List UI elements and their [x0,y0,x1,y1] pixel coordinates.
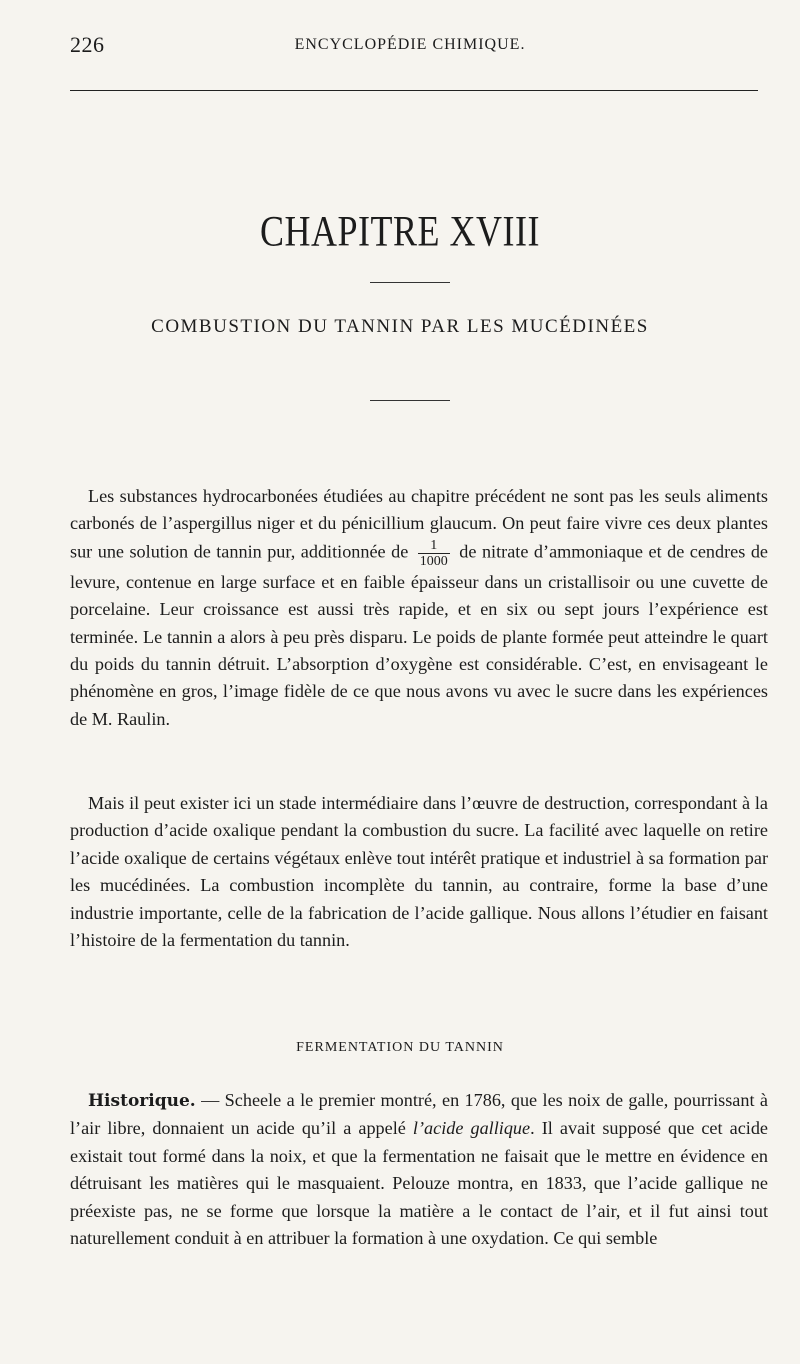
chapter-title: CHAPITRE XVIII [260,207,540,255]
running-title: ENCYCLOPÉDIE CHIMIQUE. [294,36,526,53]
chapter-subtitle: COMBUSTION DU TANNIN PAR LES MUCÉDINÉES [151,316,649,337]
header-rule [70,90,758,91]
paragraph-3-text-b: . Il avait supposé que cet acide existait tout formé dans la noix, et que la fermentation ne faisait que le mettre en évidence en détruisant les matières qui le masquaient. Pelouze montra, en 1833, que l’acide gallique ne préexiste pas, ne se forme que lorsque la matière a le contact de l’air, et il fut ainsi tout naturellement conduit à en attribuer la formation à une oxydation. Ce qui semble [70,1118,768,1249]
paragraph-2-text: Mais il peut exister ici un stade intermédiaire dans l’œuvre de destruction, correspondant à la production d’acide oxalique pendant la combustion du sucre. La facilité avec laquelle on retire l’acide oxalique de certains végétaux enlève tout intérêt pratique et industriel à sa formation par les mucédinées. La combustion incomplète du tannin, au contraire, forme la base d’une industrie importante, celle de la fabrication de l’acide gallique. Nous allons l’étudier en faisant l’histoire de la fermentation du tannin. [70,793,768,951]
fraction-one-thousandth [418,538,450,569]
paragraph-2 [70,790,768,954]
fraction-denominator: 1000 [419,553,448,569]
italic-term: l’acide gallique [412,1118,531,1139]
section-title: FERMENTATION DU TANNIN [296,1040,504,1055]
page-header [70,32,750,62]
paragraph-1-text-a: Les substances hydrocarbonées étudiées au chapitre précédent ne sont pas les seuls aliments carbonés de l’aspergillus niger et du pénicillium glaucum. On peut faire vivre ces deux plantes sur une solution de tannin pur, additionnée de [70,486,768,562]
paragraph-1-text-b: de nitrate d’ammoniaque et de cendres de levure, contenue en large surface et en faible épaisseur dans un cristallisoir ou une cuvette de porcelaine. Leur croissance est aussi très rapide, et en six ou sept jours l’expérience est terminée. Le tannin a alors à peu près disparu. Le poids de plante formée peut atteindre le quart du poids du tannin détruit. L’absorption d’oxygène est considérable. C’est, en envisageant le phénomène en gros, l’image fidèle de ce que nous avons vu avec le sucre dans les expériences de M. Raulin. [70,541,768,729]
run-in-heading: Historique. [88,1091,196,1111]
chapter-divider-bottom [370,400,450,401]
page-number: 226 [70,32,105,57]
chapter-divider-top [370,282,450,283]
paragraph-3 [70,1087,768,1252]
fraction-numerator: 1 [418,538,450,554]
paragraph-1 [70,483,768,733]
paragraph-3-text-a: — Scheele a le premier montré, en 1786, que les noix de galle, pourrissant à l’air libre, donnaient un acide qu’il a appelé [70,1090,768,1139]
